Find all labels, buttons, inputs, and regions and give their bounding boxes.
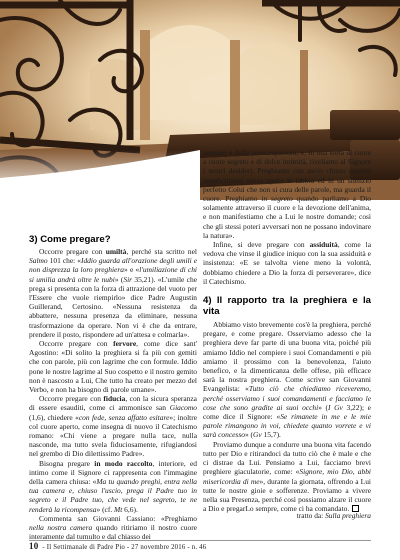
page-footer xyxy=(29,540,371,552)
page-number: 10 xyxy=(29,541,39,551)
left-column xyxy=(29,234,197,542)
paragraph: Abbiamo visto brevemente cos'è la preghiera, perché pregare, e come pregare. Osserviamo adesso che la preghiera deve far parte di una buona vita, poiché più amiamo Iddio nel compiere i suoi Comandamenti e più amiamo il prossimo con la benevolenza, l'aiuto benefico, e la dimenticanza delle offese, più efficace sarà la nostra preghiera. Come scrive san Giovanni Evangelista: «Tutto ciò che chiediamo riceveremo, perché osserviamo i suoi comandamenti e facciamo le cose che sono gradite ai suoi occhi» (I Gv 3,22); e come dice il Signore: «Se rimanete in me e le mie parole rimangono in voi, chiedete quanto vorrete e vi sarà concesso» (Gv 15,7). xyxy=(203,320,371,440)
footer-publication: - Il Settimanale di Padre Pio - 27 novembre 2016 - n. 46 xyxy=(42,544,207,551)
paragraph: Occorre pregare con umiltà, perché sta scritto nel Salmo 101 che: «Iddio guarda all'orazione degli umili e non disprezza la loro preghiera» e «l'umiliazione di chi si umilia andrà oltre le nubi» (Sir 35,21). «L'umile che prega si presenta con la forza di attrazione del vuoto per l'Essere che vuole riempirlo» dice Padre Augustin Guillerand, Certosino. «Nessuna resistenza da abbattere, nessuna presenza da eliminare, nessuna trasformazione da operare. Non vi è che da entrare, prendere il posto, rispondere ad un'attesa e colmarla». xyxy=(29,247,197,339)
section-4-heading: 4) Il rapporto tra la preghiera e la vita xyxy=(203,295,371,318)
paragraph: pensieri e delle preoccupazioni, e, in una sorta di cuore a cuore segreto e di dolce intimità, riveliamo al Signore i nostri desideri. Preghiamo con uscio chiuso quando supplichiamo senza aprire le labbra ed in un silenzio perfetto Colui che non si cura delle parole, ma guarda il cuore. Preghiamo in segreto quando parliamo a Dio solamente attraverso il cuore e la devozione dell'anima, e non manifestiamo che a Lui le nostre domande; così che gli stessi poteri avversari non ne possano indovinare la natura». xyxy=(203,148,371,240)
right-column xyxy=(203,148,371,513)
paragraph: Infine, si deve pregare con assiduità, come la vedova che vinse il giudice iniquo con la sua assiduità e insistenza: «E se talvolta viene meno la volontà, dobbiamo chiedere a Dio la forza di perseverare», dice il Catechismo. xyxy=(203,240,371,286)
paragraph: Commenta san Giovanni Cassiano: «Preghiamo nella nostra camera quando ritiriamo il nostro cuore interamente dal tumulto e dal chiasso dei xyxy=(29,513,197,542)
paragraph: Bisogna pregare in modo raccolto, interiore, ed intimo come il Signore ci rappresenta con l'immagine della camera chiusa: «Ma tu quando preghi, entra nella tua camera e, chiuso l'uscio, prega il Padre tuo in segreto e il Padre tuo, che vede nel segreto, te ne renderà la ricompensa» (cf. Mt 6,6). xyxy=(29,458,197,514)
paragraph: Occorre pregare con fervore, come dice sant' Agostino: «Di solito la preghiera si fa più con gemiti che con parole, più con lagrime che con formule. Iddio pone le nostre lagrime al Suo cospetto e il nostro gemito non è nascosto a Lui, Che tutto ha creato per mezzo del Verbo, e non ha bisogno di parole umane». xyxy=(29,339,197,395)
source-credit: tratto da: Sulla preghiera xyxy=(296,511,371,520)
paragraph: Proviamo dunque a condurre una buona vita facendo tutto per Dio e ritirandoci da tutto ciò che è male e che ci distrae da Lui. Pensiamo a Lui, facciamo brevi preghiere giaculatorie, come: «Signore, mio Dio, abbi misericordia di me», durante la giornata, offrendo a Lui tutte le nostre gioie e sofferenze. Proviamo a vivere nella sua Presenza, perché così possiamo alzare il cuore a Dio e pregarLo sempre, come ci ha comandato. xyxy=(203,439,371,514)
section-3-heading: 3) Come pregare? xyxy=(29,234,111,245)
paragraph: Occorre pregare con fiducia, con la sicura speranza di essere esauditi, come ci ammonisce san Giacomo (1,6), chiedere «con fede, senza affatto esitare»; inoltre col cuore aperto, come insegna di nuovo il Catechismo romano: «Chi viene a pregare nulla tace, nulla nasconde, ma tutto svela fiduciosamente, rifugiandosi nel grembo di Dio dilettissimo Padre». xyxy=(29,394,198,459)
